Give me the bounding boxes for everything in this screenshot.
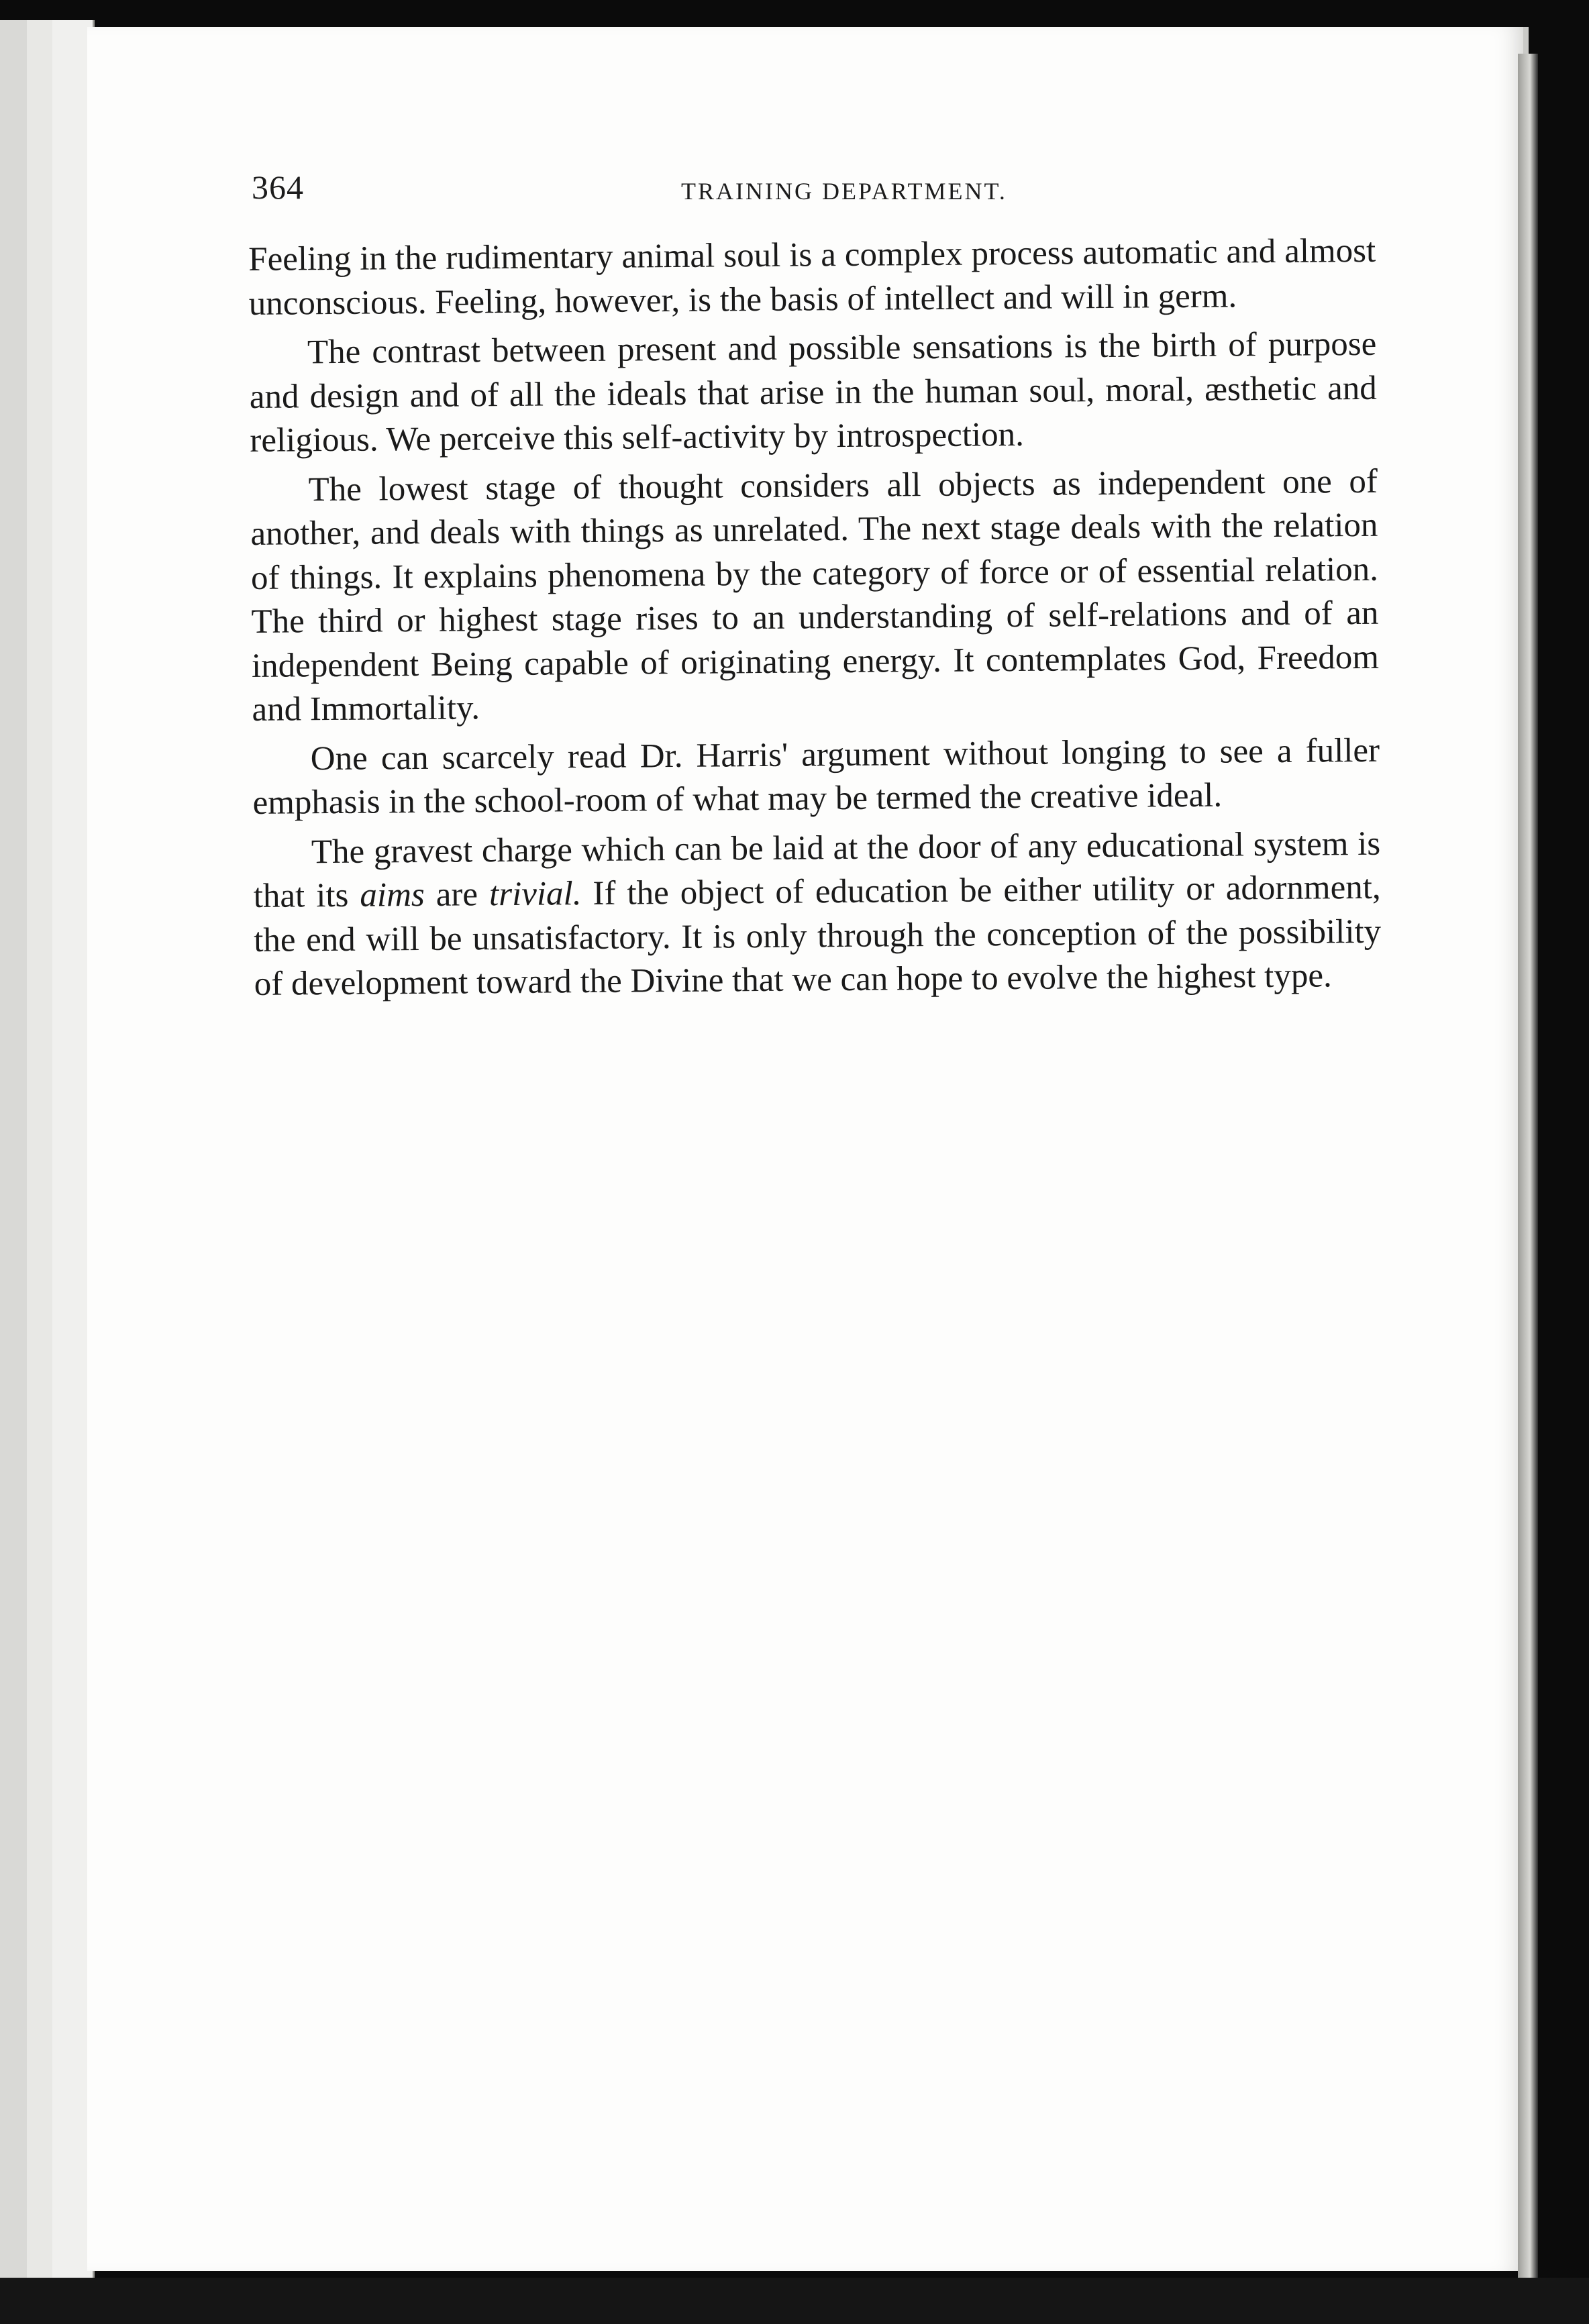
paragraph — [253, 822, 1382, 1006]
page-number: 364 — [252, 168, 304, 206]
paragraph-text: The gravest charge which can be laid at the door of any educational system is that its — [253, 825, 1381, 915]
page-header — [252, 168, 1396, 221]
paragraph-text: are — [424, 876, 490, 914]
body-text — [248, 229, 1382, 1007]
emphasis-trivial: trivial. — [489, 875, 582, 914]
bottom-scan-border — [0, 2278, 1589, 2324]
running-head: TRAINING DEPARTMENT. — [681, 178, 1007, 205]
paragraph: The contrast between present and possible sensations is the birth of purpose and design and of all the ideals that arise in the human soul, moral, æsthetic and religious. We perceive this self-activity by introspection. — [249, 325, 1378, 460]
emphasis-aims: aims — [360, 876, 425, 914]
paragraph: The lowest stage of thought considers all objects as independent one of another, and deals with things as unrelated. The next stage deals with the relation of things. It explains phenomena by the category of force or of essential relation. The third or highest stage rises to an understanding of self-relations and of an independent Being capable of originating energy. It contemplates God, Freedom and Immortality. — [250, 462, 1380, 729]
paragraph: One can scarcely read Dr. Harris' argument without longing to see a fuller emphasis in the school-room of what may be termed the creative ideal. — [252, 731, 1380, 822]
page-spine-shadow — [1518, 54, 1538, 2281]
paragraph-text: If the object of education be either utility or adornment, the end will be unsatisfactory. It is only through the conception of the possibility of development toward the Divine that we can hope to evolve the highest type. — [253, 868, 1382, 1003]
paragraph: Feeling in the rudimentary animal soul is a complex process automatic and almost unconscious. Feeling, however, is the basis of intellect and will in germ. — [248, 231, 1376, 323]
